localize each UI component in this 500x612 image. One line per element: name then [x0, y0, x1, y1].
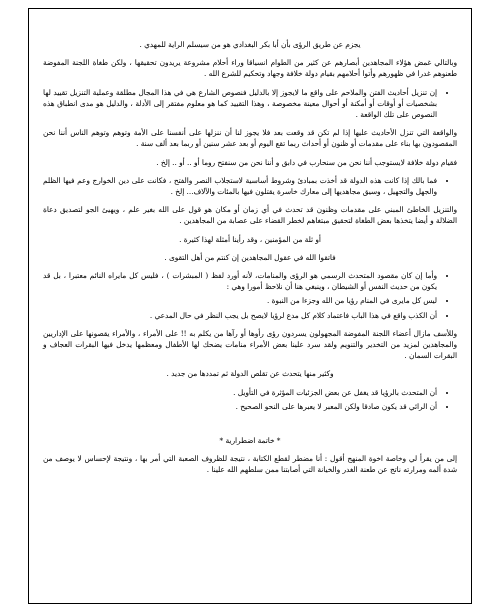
list-item: • أن الرائي قد يكون صادقا ولكن المعبر لا يعبرها على النحو الصحيح .	[43, 401, 437, 412]
bullet-list-interpreter	[43, 387, 457, 412]
paragraph-committee: وللأسف مازال أعضاء اللجنة المفوضة المجهولون يسردون رؤى رأوها أو رآها من يكلم به !! على الأمراء ، والأمراء يقصونها على الإداريين والمجاهدين لمزيد من التخدير والتنويم ولقد سرد علينا بعض الأمراء منامات يضحك لها الأطفال ومعظمها يدخل فيها البقرات العجاف و البقرات السمان .	[43, 328, 457, 361]
bullet-list-visions	[43, 270, 457, 321]
paragraph-fear-god: فاتقوا الله في عقول المجاهدين إن كنتم من أهل التقوى .	[164, 252, 336, 262]
document-page	[28, 8, 472, 604]
closing-title: * خاتمة اضطرارية *	[219, 436, 281, 446]
list-item: • ليس كل مايرى في المنام رؤيا من الله وجزءا من النبوة .	[43, 295, 437, 306]
list-item: • أن الكذب واقع في هذا الباب فاعتماد كلام كل مدع لرؤيا لايصح بل يجب النظر في حال المدعي .	[43, 310, 437, 321]
bullet-list-hadith	[43, 87, 457, 121]
spacer	[43, 419, 457, 435]
paragraph-shrink: وكثير منها يتحدث عن تقلص الدولة ثم تمددها من جديد .	[166, 369, 334, 379]
paragraph-believers: أو ثلة من المؤمنين ، وقد رأينا أمثلة لهذا كثيرة .	[179, 234, 321, 244]
list-item: • وأما إن كان مقصود المتحدث الرسمي هو الرؤى والمنامات، لأنه أورد لفظ ( المبشرات ) ، فليس كل مايراه النائم معتبرا ، بل قد يكون من حديث النفس أو الشيطان ، وينبغي هنا أن نلاحظ أمورا وهي :	[43, 270, 437, 292]
paragraph-caliphate: فقيام دولة خلافة لايستوجب أننا نحن من سنحارب في دابق و أننا نحن من سنفتح روما أو .. أو .. إلخ .	[156, 157, 457, 167]
paragraph-event: والواقعة التي تنزل الأحاديث عليها إذا لم تكن قد وقعت بعد فلا يجوز لنا أن ننزلها على أنفسنا على الأمة وتوهم وتوهم الناس أننا نحن المقصودون بها بناء على مقدمات أو ظنون أو أحداث ربما تقع اليوم أو بعد عشر سنين أو ربما بعد ألف سنة .	[43, 128, 457, 149]
bullet-list-state	[43, 175, 457, 197]
list-item: • أن المتحدث بالرؤيا قد يغفل عن بعض الجزئيات المؤثرة في التأويل .	[43, 387, 437, 398]
list-item: • إن تنزيل أحاديث الفتن والملاحم على واقع ما لايجوز إلا بالدليل فنصوص الشارع هي في هذا المجال مطلقة وعملية التنزيل تقييد لها بشخصيات أو أوقات أو أمكنة أو أحوال معينة مخصوصة ، وهذا التقييد كما هو معلوم مفتقر إلى الأدلة ، والدليل هو مدى انطباق هذه النصوص على تلك الواقعة .	[43, 87, 437, 121]
list-item: • فما بالك إذا كانت هذه الدولة قد أخذت بمبادئ وشروط أساسية لاستجلاب النصر والفتح ، فكانت على دين الخوارج وعم فيها الظلم والجهل والتجهيل ، وسيق مجاهديها إلى معارك خاسرة يقتلون فيها بالمئات والآلاف... إلخ .	[43, 175, 437, 197]
intro-line: يجزم عن طريق الرؤى بأن أبا بكر البغدادي هو من سيسلم الراية للمهدي .	[139, 40, 361, 49]
closing-text: إلى من يقرأ لي وخاصة اخوة المنهج أقول : أنا مضطر لقطع الكتابة ، نتيجة للظروف الصعبة التي أمر بها ، ونتيجة لإحساس لا يوصف من شدة ألمه ومرارته ناتج عن طعنة الغدر والخيانة التي أصابتنا ممن سلطهم الله علينا .	[43, 454, 457, 475]
paragraph-dreams: وبالتالي غمض هؤلاء المجاهدين أبصارهم عن كثير من الطوام انسياقا وراء أحلام مشروعة يريدون تحقيقها ، ولكن طغاة اللجنة المفوضة طعنوهم غدرا في ظهورهم وأتوا أحلامهم بقيام دولة خلافة وجهاد وتحكيم للشرع الله .	[43, 58, 457, 79]
paragraph-wrong-interpretation: والتنزيل الخاطئ المبني على مقدمات وظنون قد تحدث في أي زمان أو مكان هو قول على الله بغير علم ، ويهيئ الجو لتصديق دعاة الضلالة و أيضا يتخذها بعض الطغاة لتحقيق مبتغاهم لخطر القضاء على عصابة من المجاهدين .	[43, 205, 457, 226]
